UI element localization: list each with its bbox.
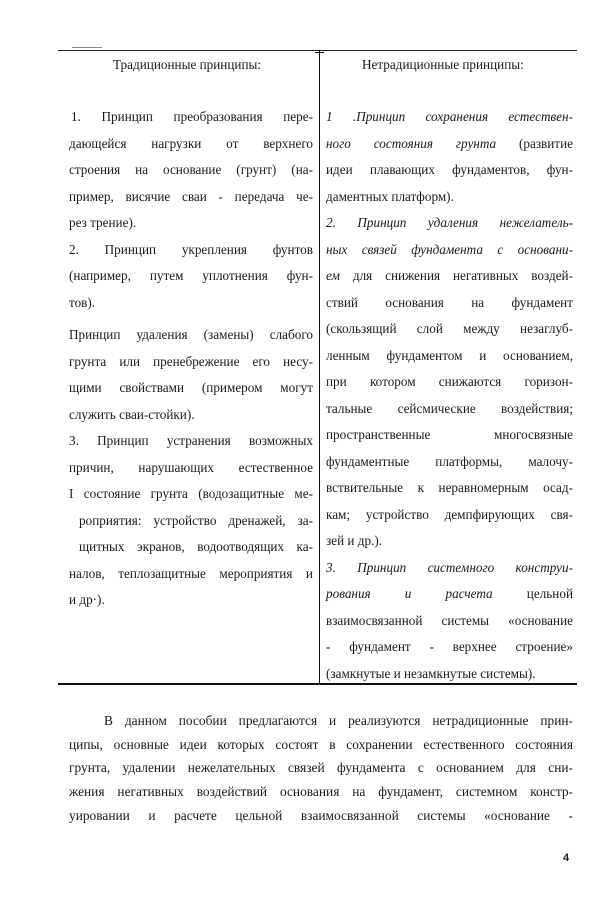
left-line: Принцип удаления (замены) слабого <box>69 327 313 342</box>
right-line-text-run: ленным фундаментом и основанием, <box>326 347 573 363</box>
divider-tick <box>315 52 324 53</box>
right-line-italic-run: 2. Принцип удаления нежелатель- <box>326 215 573 230</box>
right-line <box>326 581 573 608</box>
nontraditional-principles-header: Нетрадиционные принципы: <box>362 57 524 72</box>
left-line: строения на основание (грунт) (на- <box>69 162 313 177</box>
right-line-text-run: - фундамент - верхнее строение» <box>326 639 573 654</box>
right-line-text-run: идеи плавающих фундаментов, фун- <box>326 162 573 177</box>
right-line <box>326 263 573 290</box>
right-line <box>326 555 573 582</box>
body-line: грунта, удалении нежелательных связей фундамента с основанием для сни- <box>69 760 573 776</box>
right-line-italic-run: ем <box>326 268 340 283</box>
right-line <box>326 290 573 317</box>
right-line <box>326 104 573 131</box>
right-line-text-run: тальные сейсмические воздействия; <box>326 400 573 416</box>
right-line-text-run: (развитие <box>496 135 573 151</box>
left-line: 3. Принцип устранения возможных <box>69 433 313 448</box>
right-line-text-run: цельной <box>492 586 573 601</box>
table-column-divider <box>319 50 320 684</box>
right-line-text-run: зей и др.). <box>326 533 383 548</box>
right-line-text-run: для снижения негативных воздей- <box>339 268 573 283</box>
body-paragraph <box>69 709 573 827</box>
left-line: служить сваи-стойки). <box>69 406 195 422</box>
right-line-text-run: пространственные многосвязные <box>326 427 573 442</box>
left-line: 2. Принцип укрепления фунтов <box>69 241 313 257</box>
right-line-italic-run: 1 .Принцип сохранения естествен- <box>326 109 573 124</box>
right-line-text-run: кам; устройство демпфирующих свя- <box>326 506 573 522</box>
right-line-text-run: фундаментные платформы, малочу- <box>326 453 573 469</box>
table-top-rule <box>58 50 577 51</box>
right-line-italic-run: 3. Принцип системного конструи- <box>326 559 573 575</box>
left-line: (например, путем уплотнения фун- <box>69 268 313 283</box>
page-number: 4 <box>563 852 570 864</box>
header-rule-mark <box>72 47 102 48</box>
right-line-text-run: вствительные к неравномерным осад- <box>326 480 573 495</box>
left-line: причин, нарушающих естественное <box>69 459 313 475</box>
left-line: I состояние грунта (водозащитные ме- <box>69 486 313 501</box>
right-line <box>326 131 573 158</box>
right-line <box>326 608 573 635</box>
right-line <box>326 422 573 449</box>
nontraditional-principles-column <box>326 104 573 687</box>
right-line <box>326 661 573 688</box>
left-line: дающейся нагрузки от верхнего <box>69 135 313 151</box>
right-line-text-run: (скользящий слой между незаглуб- <box>326 321 573 336</box>
left-line: 1. Принцип преобразования пере- <box>71 109 313 124</box>
right-line-italic-run: ных связей фундамента с основани- <box>326 241 573 257</box>
body-line: ципы, основные идеи которых состоят в сохранении естественного состояния <box>69 736 573 752</box>
left-line: пример, висячие сваи - передача че- <box>69 188 313 204</box>
left-line: щими свойствами (примером могут <box>69 380 313 395</box>
right-line <box>326 528 573 555</box>
right-line <box>326 449 573 476</box>
right-line <box>326 369 573 396</box>
left-line: и др·). <box>69 592 105 607</box>
left-line: грунта или пренебрежение его несу- <box>69 353 313 369</box>
left-line: щитных экранов, водоотводящих ка- <box>79 539 313 554</box>
right-line-text-run: ствий основания на фундамент <box>326 294 573 310</box>
left-line: тов). <box>69 294 96 310</box>
right-line <box>326 396 573 423</box>
body-line: В данном пособии предлагаются и реализуются нетрадиционные прин- <box>104 713 573 728</box>
right-line <box>326 184 573 211</box>
right-line <box>326 316 573 343</box>
left-line: налов, теплозащитные мероприятия и <box>69 565 313 581</box>
right-line-text-run: (замкнутые и незамкнутые системы). <box>326 665 536 681</box>
right-line-text-run: при котором снижаются горизон- <box>326 374 573 389</box>
left-line: роприятия: устройство дренажей, за- <box>79 512 313 528</box>
right-line-italic-run: ного состояния грунта <box>326 135 497 151</box>
body-line: жения негативных воздействий основания на фундамент, системном констр- <box>69 784 573 800</box>
right-line-text-run: взаимосвязанной системы «основание <box>326 612 573 628</box>
right-line <box>326 237 573 264</box>
traditional-principles-header: Традиционные принципы: <box>113 57 262 72</box>
right-line <box>326 210 573 237</box>
left-line: рез трение). <box>69 215 137 230</box>
right-line <box>326 634 573 661</box>
right-line <box>326 502 573 529</box>
right-line-italic-run: рования и расчета <box>326 586 493 601</box>
right-line <box>326 475 573 502</box>
right-line <box>326 157 573 184</box>
right-line-text-run: даментных платформ). <box>326 188 454 204</box>
right-line <box>326 343 573 370</box>
traditional-principles-column <box>69 104 313 614</box>
body-line: уировании и расчете цельной взаимосвязанной системы «основание - <box>69 807 573 823</box>
